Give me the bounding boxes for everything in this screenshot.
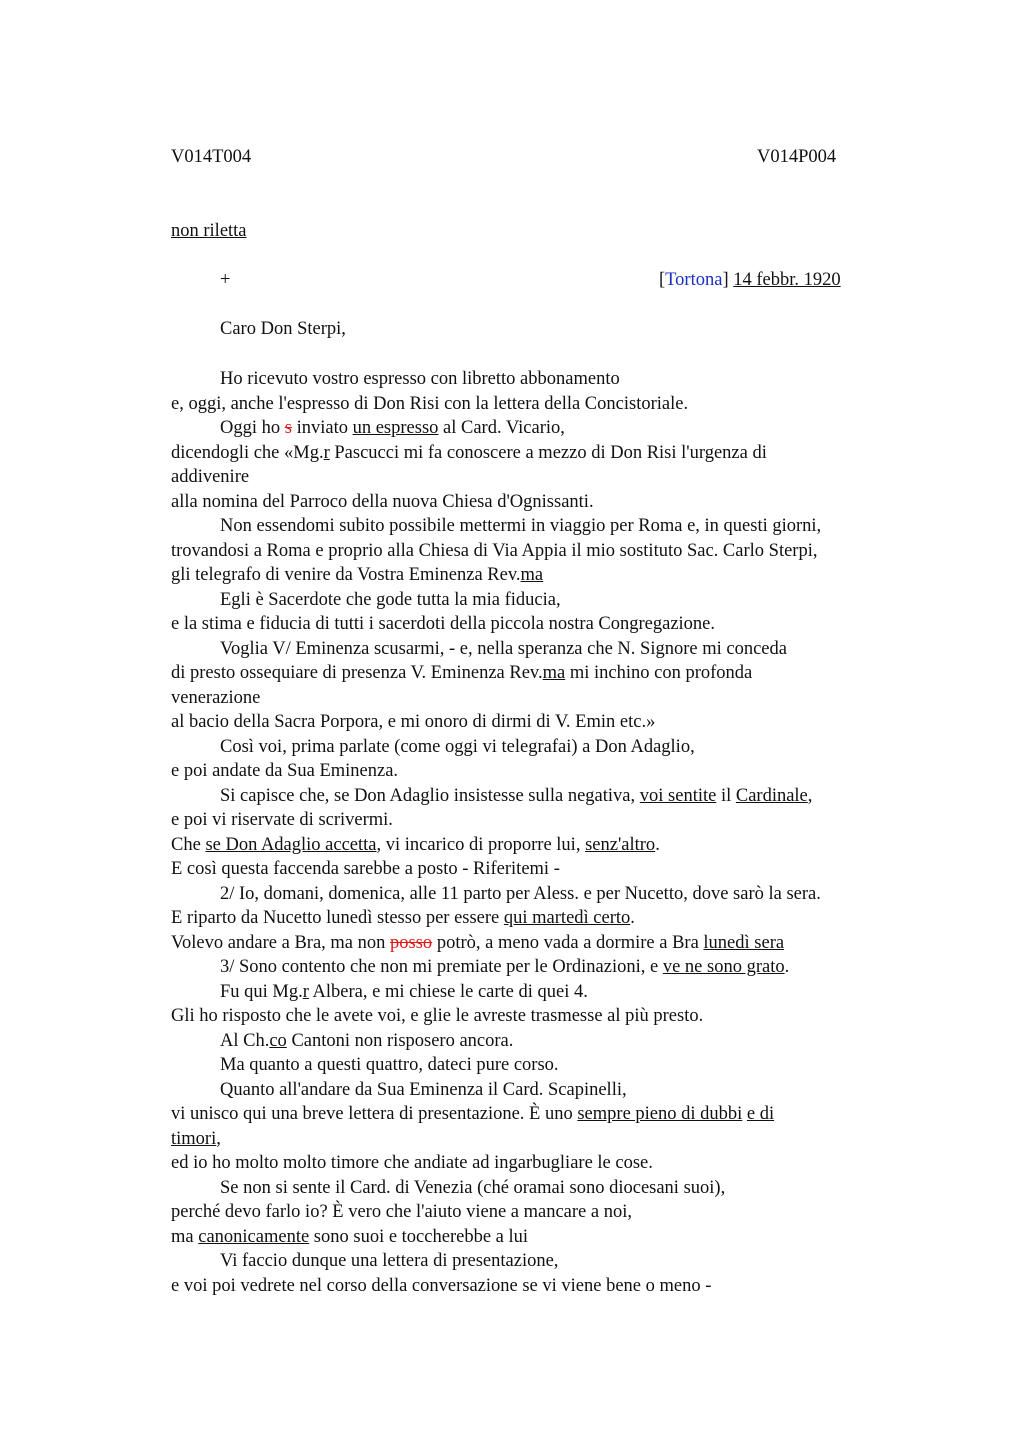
text-segment: , vi incarico di proporre lui, bbox=[376, 834, 586, 855]
text-segment: perché devo farlo io? È vero che l'aiuto viene a mancare a noi, bbox=[171, 1202, 632, 1222]
text-segment: , bbox=[216, 1128, 221, 1149]
text-segment: E riparto da Nucetto lunedì stesso per essere bbox=[171, 908, 504, 928]
text-line bbox=[171, 514, 906, 539]
text-line bbox=[171, 955, 906, 980]
text-segment: Così voi, prima parlate (come oggi vi telegrafai) a Don Adaglio, bbox=[220, 736, 695, 757]
text-line bbox=[171, 661, 906, 686]
text-line bbox=[171, 784, 906, 809]
text-line bbox=[171, 637, 906, 662]
text-line bbox=[171, 833, 906, 858]
text-segment: gli telegrafo di venire da Vostra Eminenza Rev. bbox=[171, 565, 521, 585]
text-line bbox=[171, 1274, 906, 1299]
text-line bbox=[171, 1004, 906, 1029]
underlined-text: ma bbox=[520, 565, 544, 585]
underlined-text: un espresso bbox=[352, 418, 439, 438]
text-segment: Oggi ho bbox=[220, 418, 285, 438]
text-segment: sono suoi e toccherebbe a lui bbox=[309, 1226, 529, 1247]
text-segment: Al Ch. bbox=[220, 1030, 270, 1051]
dateline bbox=[659, 270, 841, 291]
text-segment: al Card. Vicario, bbox=[438, 418, 565, 438]
underlined-text: lunedì sera bbox=[703, 932, 785, 953]
text-segment: ed io ho molto molto timore che andiate ad ingarbugliare le cose. bbox=[171, 1153, 653, 1173]
text-segment: e, oggi, anche l'espresso di Don Risi con la lettera della Concistoriale. bbox=[171, 393, 689, 414]
text-line bbox=[171, 1053, 906, 1078]
text-line bbox=[171, 1225, 906, 1250]
struck-text: s bbox=[284, 418, 292, 438]
text-line bbox=[171, 735, 906, 760]
text-segment: Pascucci mi fa conoscere a mezzo di Don Risi l'urgenza di bbox=[329, 442, 767, 463]
text-line bbox=[171, 1029, 906, 1054]
text-line bbox=[171, 906, 906, 931]
place-name: Tortona bbox=[665, 270, 723, 290]
text-segment: E così questa faccenda sarebbe a posto - Riferitemi - bbox=[171, 859, 560, 879]
text-line bbox=[171, 1078, 906, 1103]
text-line bbox=[171, 1127, 906, 1152]
text-segment: Non essendomi subito possibile mettermi in viaggio per Roma e, in questi giorni, bbox=[220, 516, 822, 536]
text-segment: Cantoni non risposero ancora. bbox=[286, 1030, 514, 1051]
text-line bbox=[171, 1249, 906, 1274]
text-segment: . bbox=[630, 908, 635, 928]
text-line bbox=[171, 539, 906, 564]
text-segment: ma bbox=[171, 1226, 199, 1247]
text-line bbox=[171, 367, 906, 392]
cross-mark: + bbox=[220, 270, 231, 290]
text-segment: . bbox=[655, 834, 660, 855]
header-right-code: V014P004 bbox=[757, 147, 837, 167]
text-segment: alla nomina del Parroco della nuova Chiesa d'Ognissanti. bbox=[171, 491, 594, 512]
text-segment: trovandosi a Roma e proprio alla Chiesa di Via Appia il mio sostituto Sac. Carlo Sterpi, bbox=[171, 540, 818, 561]
text-line bbox=[171, 612, 906, 637]
underlined-text: r bbox=[323, 442, 330, 463]
text-line bbox=[171, 1176, 906, 1201]
underlined-text: ve ne sono grato bbox=[662, 957, 785, 977]
text-line bbox=[171, 759, 906, 784]
underlined-text: canonicamente bbox=[198, 1226, 310, 1247]
text-segment: , bbox=[807, 785, 813, 806]
text-segment: e la stima e fiducia di tutti i sacerdoti della piccola nostra Congregazione. bbox=[171, 614, 716, 634]
text-segment: venerazione bbox=[171, 687, 261, 708]
text-segment: dicendogli che «Mg. bbox=[171, 442, 324, 463]
text-line bbox=[171, 490, 906, 515]
underlined-text: ma bbox=[542, 663, 566, 683]
text-line bbox=[171, 416, 906, 441]
underlined-text: sempre pieno di dubbi bbox=[577, 1104, 743, 1124]
text-segment: Egli è Sacerdote che gode tutta la mia fiducia, bbox=[220, 589, 561, 610]
underlined-text: se Don Adaglio accetta bbox=[205, 834, 377, 855]
text-segment: Albera, e mi chiese le carte di quei 4. bbox=[308, 981, 588, 1002]
text-segment: al bacio della Sacra Porpora, e mi onoro di dirmi di V. Emin etc.» bbox=[171, 712, 656, 732]
text-segment: inviato bbox=[291, 418, 353, 438]
text-line bbox=[171, 710, 906, 735]
text-line bbox=[171, 882, 906, 907]
text-line bbox=[171, 808, 906, 833]
text-line bbox=[171, 1102, 906, 1127]
text-line bbox=[171, 1200, 906, 1225]
underlined-text: timori bbox=[171, 1128, 217, 1149]
text-segment: Fu qui Mg. bbox=[220, 981, 303, 1002]
text-line bbox=[171, 392, 906, 417]
not-reread-note: non riletta bbox=[171, 221, 247, 241]
underlined-text: e di bbox=[746, 1104, 775, 1124]
text-line bbox=[171, 563, 906, 588]
text-segment: Gli ho risposto che le avete voi, e glie le avreste trasmesse al più presto. bbox=[171, 1006, 704, 1026]
underlined-text: Cardinale bbox=[735, 785, 808, 806]
text-segment: Quanto all'andare da Sua Eminenza il Card. Scapinelli, bbox=[220, 1079, 627, 1100]
text-line bbox=[171, 857, 906, 882]
underlined-text: co bbox=[269, 1030, 287, 1051]
text-segment: . bbox=[784, 957, 790, 977]
text-line bbox=[171, 980, 906, 1005]
underlined-text: voi sentite bbox=[639, 785, 717, 806]
text-segment: vi unisco qui una breve lettera di presentazione. È uno bbox=[171, 1104, 578, 1124]
text-segment: Che bbox=[171, 834, 206, 855]
text-line bbox=[171, 1151, 906, 1176]
bracket-close: ] bbox=[722, 270, 729, 290]
struck-text: posso bbox=[390, 932, 433, 953]
letter-date: 14 febbr. 1920 bbox=[733, 270, 841, 290]
text-line bbox=[171, 465, 906, 490]
text-segment: il bbox=[716, 785, 736, 806]
text-segment: e poi vi riservate di scrivermi. bbox=[171, 810, 393, 830]
underlined-text: qui martedì certo bbox=[503, 908, 631, 928]
salutation: Caro Don Sterpi, bbox=[220, 319, 346, 339]
text-segment: Voglia V/ Eminenza scusarmi, - e, nella speranza che N. Signore mi conceda bbox=[220, 638, 787, 659]
text-segment: Ho ricevuto vostro espresso con libretto abbonamento bbox=[220, 369, 620, 389]
text-segment: 2/ Io, domani, domenica, alle 11 parto per Aless. e per Nucetto, dove sarò la sera. bbox=[220, 883, 821, 904]
header-left-code: V014T004 bbox=[171, 147, 252, 167]
text-segment: potrò, a meno vada a dormire a Bra bbox=[432, 932, 704, 953]
text-segment: mi inchino con profonda bbox=[565, 663, 753, 683]
text-line bbox=[171, 686, 906, 711]
text-segment: Volevo andare a Bra, ma non bbox=[171, 932, 391, 953]
bracket-open: [ bbox=[659, 270, 666, 290]
text-segment: Se non si sente il Card. di Venezia (ché oramai sono diocesani suoi), bbox=[220, 1177, 726, 1198]
text-line bbox=[171, 588, 906, 613]
letter-body bbox=[171, 367, 906, 1298]
underlined-text: senz'altro bbox=[585, 834, 656, 855]
underlined-text: r bbox=[302, 981, 309, 1002]
text-segment: Vi faccio dunque una lettera di presentazione, bbox=[220, 1251, 559, 1271]
text-segment: e voi poi vedrete nel corso della conversazione se vi viene bene o meno - bbox=[171, 1275, 712, 1296]
text-segment: di presto ossequiare di presenza V. Eminenza Rev. bbox=[171, 663, 543, 683]
text-line bbox=[171, 441, 906, 466]
text-segment: e poi andate da Sua Eminenza. bbox=[171, 761, 399, 781]
text-line bbox=[171, 931, 906, 956]
text-segment: Si capisce che, se Don Adaglio insistesse sulla negativa, bbox=[220, 785, 640, 806]
text-segment: addivenire bbox=[171, 467, 250, 487]
text-segment: Ma quanto a questi quattro, dateci pure corso. bbox=[220, 1055, 559, 1075]
text-segment: 3/ Sono contento che non mi premiate per le Ordinazioni, e bbox=[220, 957, 663, 977]
